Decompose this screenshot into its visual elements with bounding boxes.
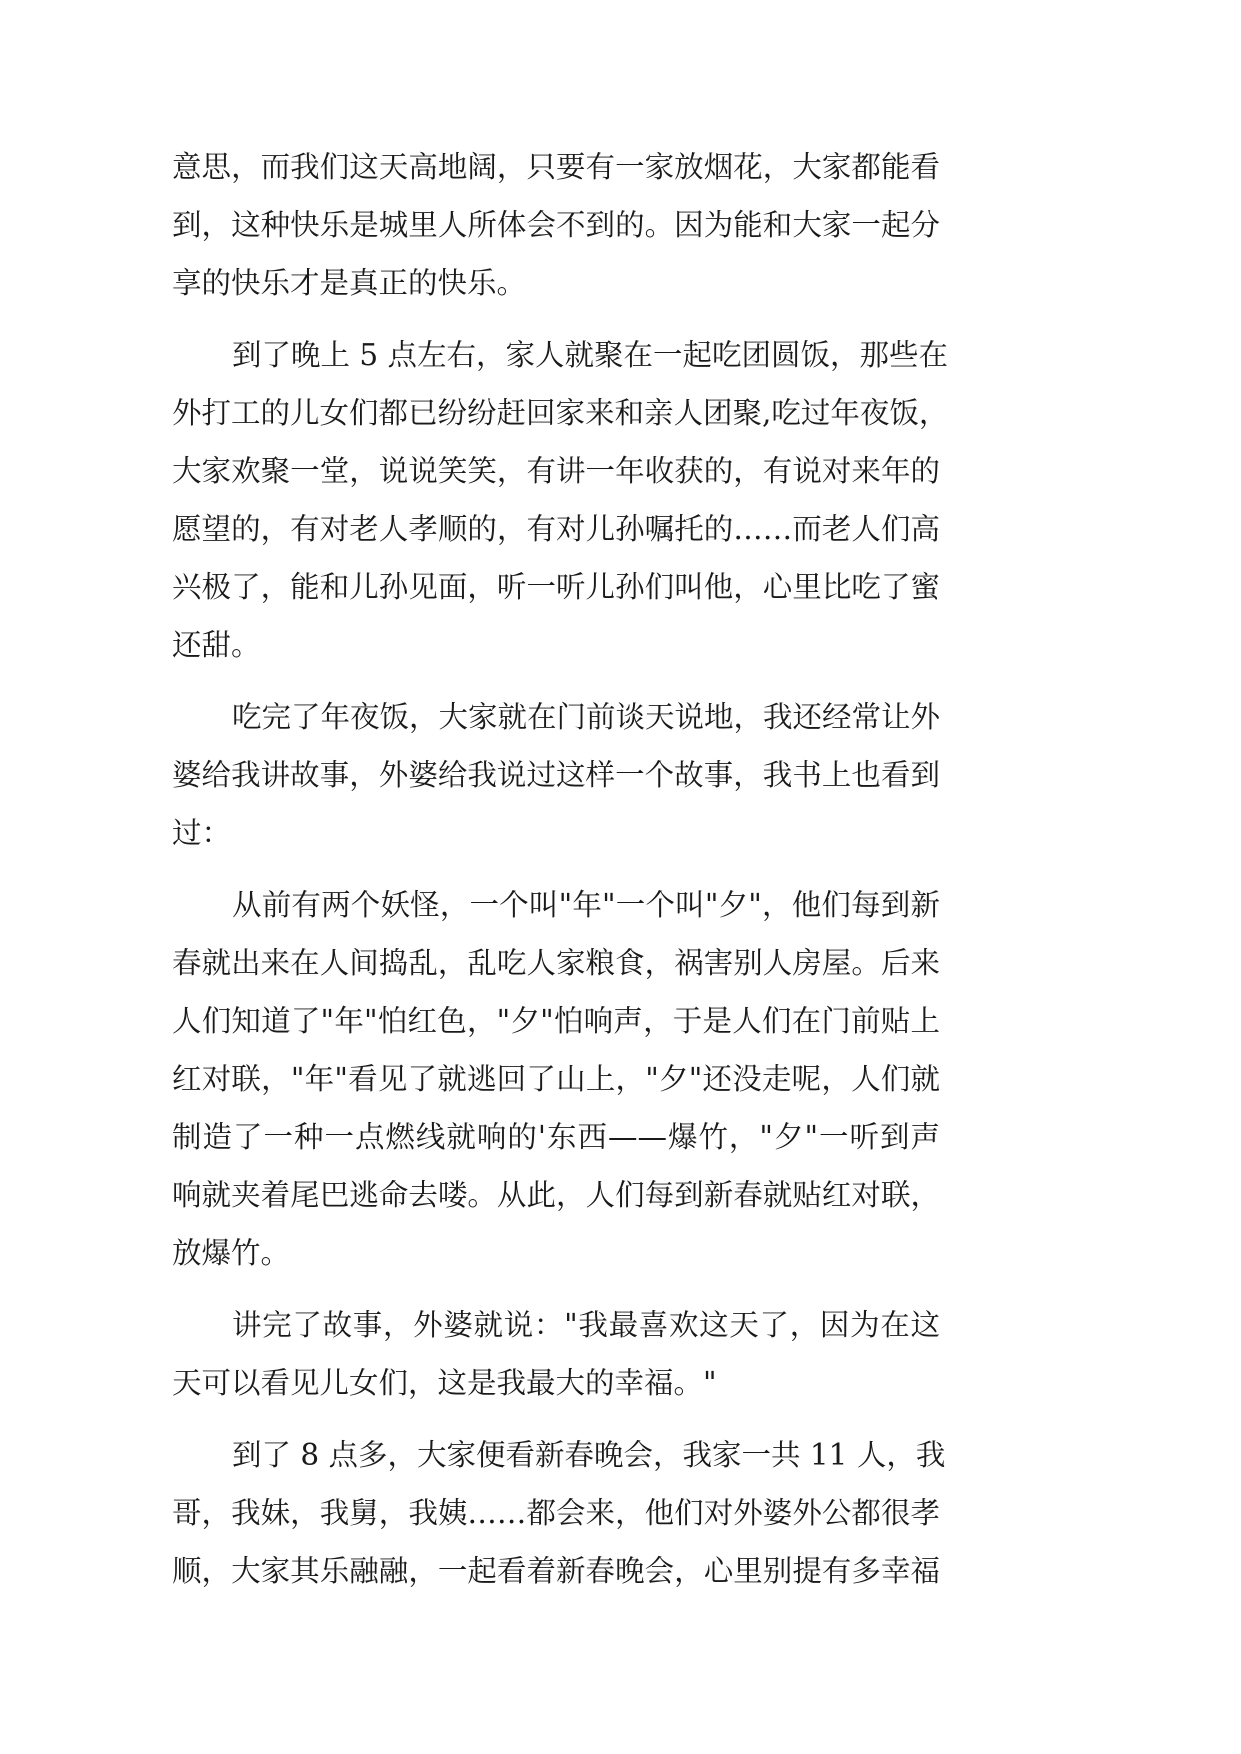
paragraph-line: 放爆竹。	[172, 1236, 291, 1270]
paragraph-line: 响就夹着尾巴逃命去喽。从此，人们每到新春就贴红对联，	[172, 1178, 940, 1212]
paragraph-line: 讲完了故事，外婆就说："我最喜欢这天了，因为在这	[232, 1308, 940, 1342]
paragraph-line: 顺，大家其乐融融，一起看着新春晚会，心里别提有多幸福	[172, 1554, 940, 1588]
paragraph-line: 天可以看见儿女们，这是我最大的幸福。"	[172, 1366, 717, 1400]
paragraph-line: 到了晚上 5 点左右，家人就聚在一起吃团圆饭，那些在	[232, 338, 949, 372]
paragraph	[172, 1426, 946, 1600]
paragraph-line: 还甜。	[172, 628, 261, 662]
paragraph	[172, 688, 940, 862]
paragraph-line: 外打工的儿女们都已纷纷赶回家来和亲人团聚,吃过年夜饭，	[172, 396, 949, 430]
paragraph	[172, 876, 940, 1282]
paragraph-line: 到，这种快乐是城里人所体会不到的。因为能和大家一起分	[172, 208, 940, 242]
paragraph-line: 到了 8 点多，大家便看新春晚会，我家一共 11 人，我	[232, 1438, 946, 1472]
paragraph-line: 兴极了，能和儿孙见面，听一听儿孙们叫他，心里比吃了蜜	[172, 570, 940, 604]
paragraph-line: 哥，我妹，我舅，我姨……都会来，他们对外婆外公都很孝	[172, 1496, 940, 1530]
paragraph-line: 制造了一种一点燃线就响的'东西——爆竹，"夕"一听到声	[172, 1120, 940, 1154]
paragraph-line: 过：	[172, 816, 232, 850]
paragraph-line: 愿望的，有对老人孝顺的，有对儿孙嘱托的……而老人们高	[172, 512, 940, 546]
paragraph	[172, 1296, 940, 1412]
paragraph-line: 婆给我讲故事，外婆给我说过这样一个故事，我书上也看到	[172, 758, 940, 792]
paragraph-line: 红对联，"年"看见了就逃回了山上，"夕"还没走呢，人们就	[172, 1062, 940, 1096]
paragraph-line: 吃完了年夜饭，大家就在门前谈天说地，我还经常让外	[232, 700, 941, 734]
paragraph	[172, 138, 940, 312]
paragraph	[172, 326, 949, 674]
document-body	[172, 138, 949, 1600]
paragraph-line: 从前有两个妖怪，一个叫"年"一个叫"夕"，他们每到新	[232, 888, 940, 922]
paragraph-line: 享的快乐才是真正的快乐。	[172, 266, 527, 300]
paragraph-line: 春就出来在人间捣乱，乱吃人家粮食，祸害别人房屋。后来	[172, 946, 940, 980]
paragraph-line: 大家欢聚一堂，说说笑笑，有讲一年收获的，有说对来年的	[172, 454, 940, 488]
paragraph-line: 意思，而我们这天高地阔，只要有一家放烟花，大家都能看	[172, 150, 940, 184]
paragraph-line: 人们知道了"年"怕红色，"夕"怕响声，于是人们在门前贴上	[172, 1004, 940, 1038]
